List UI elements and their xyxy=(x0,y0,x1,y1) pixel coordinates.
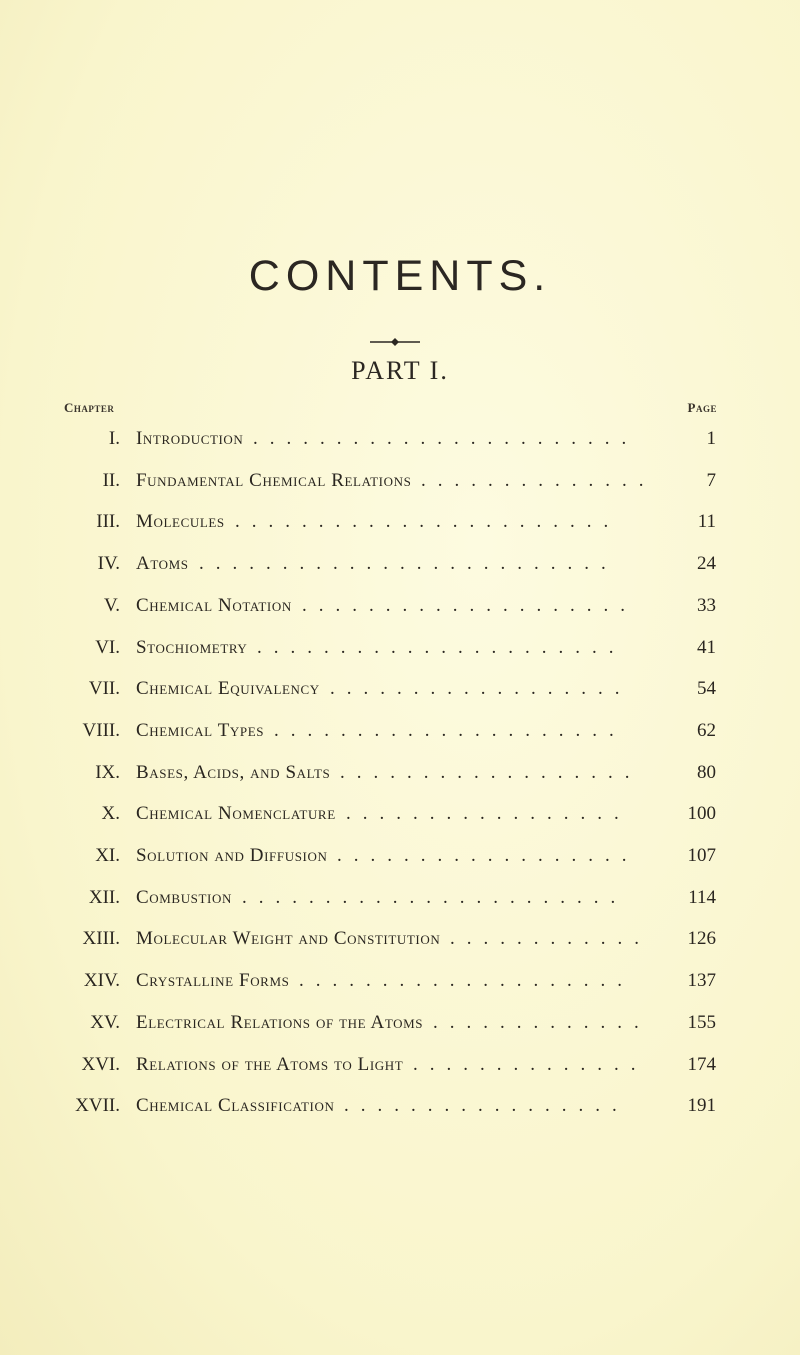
page-number: 33 xyxy=(697,594,716,616)
chapter-title: Crystalline Forms xyxy=(136,970,290,992)
dot-leader: ............. xyxy=(433,1011,651,1033)
dot-leader: ................. xyxy=(346,803,631,825)
chapter-number: XIV. xyxy=(83,970,120,992)
chapter-number: XVI. xyxy=(81,1053,120,1075)
chapter-title: Molecules xyxy=(136,511,225,533)
page-number: 62 xyxy=(697,719,716,741)
toc-entry xyxy=(0,966,800,996)
page-number: 11 xyxy=(697,511,716,533)
chapter-number: V. xyxy=(103,594,120,616)
page-number: 174 xyxy=(687,1053,716,1075)
page-number: 41 xyxy=(697,636,716,658)
page-number: 100 xyxy=(687,803,716,825)
page-number: 24 xyxy=(697,553,716,575)
chapter-title: Chemical Types xyxy=(136,719,265,741)
toc-entry xyxy=(0,1008,800,1038)
toc-entry xyxy=(0,883,800,913)
dot-leader: .................. xyxy=(330,678,632,700)
chapter-number: II. xyxy=(102,469,120,491)
page-number: 107 xyxy=(687,845,716,866)
toc-entry xyxy=(0,466,800,496)
page-number: 1 xyxy=(706,428,716,449)
chapter-number: XIII. xyxy=(82,928,120,950)
dot-leader: .................. xyxy=(337,845,639,866)
dot-leader: .................... xyxy=(299,970,634,992)
dot-leader: ............ xyxy=(450,928,651,950)
chapter-number: XVII. xyxy=(75,1095,120,1117)
chapter-title: Chemical Nomenclature xyxy=(136,803,336,825)
toc-entry xyxy=(0,841,800,871)
toc-entry xyxy=(0,758,800,788)
chapter-title: Chemical Equivalency xyxy=(136,678,320,700)
part-heading: PART I. xyxy=(351,356,449,385)
page-title: CONTENTS. xyxy=(248,252,552,300)
page-number: 155 xyxy=(687,1011,716,1033)
chapter-title: Bases, Acids, and Salts xyxy=(136,761,331,783)
divider-ornament-icon xyxy=(370,337,420,347)
dot-leader: .................... xyxy=(302,594,637,616)
page-number: 126 xyxy=(687,928,716,950)
dot-leader: ....................... xyxy=(235,511,621,533)
page-number: 114 xyxy=(688,886,716,908)
chapter-number: VIII. xyxy=(82,719,120,741)
chapter-number: XI. xyxy=(95,845,120,866)
dot-leader: ................. xyxy=(344,1095,629,1117)
chapter-title: Chemical Notation xyxy=(136,594,292,616)
toc-entry xyxy=(0,549,800,579)
toc-entry xyxy=(0,1091,800,1121)
toc-entry xyxy=(0,591,800,621)
toc-entry xyxy=(0,507,800,537)
chapter-number: III. xyxy=(96,511,120,533)
toc-entry xyxy=(0,633,800,663)
dot-leader: .............. xyxy=(413,1053,648,1075)
dot-leader: ...................... xyxy=(257,636,626,658)
toc-entry xyxy=(0,424,800,454)
toc-entry xyxy=(0,924,800,954)
toc-entry xyxy=(0,799,800,829)
chapter-number: IX. xyxy=(95,761,120,783)
chapter-title: Atoms xyxy=(136,553,189,575)
chapter-title: Relations of the Atoms to Light xyxy=(136,1053,404,1075)
page-number: 80 xyxy=(697,761,716,783)
chapter-title: Fundamental Chemical Relations xyxy=(136,469,412,491)
dot-leader: ....................... xyxy=(242,886,628,908)
chapter-title: Molecular Weight and Constitution xyxy=(136,928,441,950)
page-column-header: Page xyxy=(687,400,717,415)
chapter-title: Stochiometry xyxy=(136,636,248,658)
page-number: 54 xyxy=(697,678,716,700)
chapter-title: Combustion xyxy=(136,886,232,908)
page-number: 7 xyxy=(706,469,716,491)
toc-entry xyxy=(0,716,800,746)
chapter-number: VII. xyxy=(88,678,120,700)
chapter-title: Electrical Relations of the Atoms xyxy=(136,1011,424,1033)
toc-entry xyxy=(0,674,800,704)
chapter-number: I. xyxy=(108,428,120,449)
page-number: 191 xyxy=(687,1095,716,1117)
chapter-number: IV. xyxy=(97,553,120,575)
dot-leader: ..................... xyxy=(274,719,626,741)
chapter-number: VI. xyxy=(95,636,120,658)
chapter-number: XII. xyxy=(88,886,120,908)
page-number: 137 xyxy=(687,970,716,992)
dot-leader: ....................... xyxy=(253,428,639,449)
toc-entry xyxy=(0,1050,800,1080)
dot-leader: .............. xyxy=(421,469,656,491)
chapter-title: Introduction xyxy=(136,428,244,449)
chapter-column-header: Chapter xyxy=(64,400,115,415)
chapter-title: Solution and Diffusion xyxy=(136,845,328,866)
chapter-number: X. xyxy=(101,803,120,825)
dot-leader: .................. xyxy=(340,761,642,783)
dot-leader: ......................... xyxy=(199,553,618,575)
chapter-number: XV. xyxy=(90,1011,120,1033)
chapter-title: Chemical Classification xyxy=(136,1095,335,1117)
